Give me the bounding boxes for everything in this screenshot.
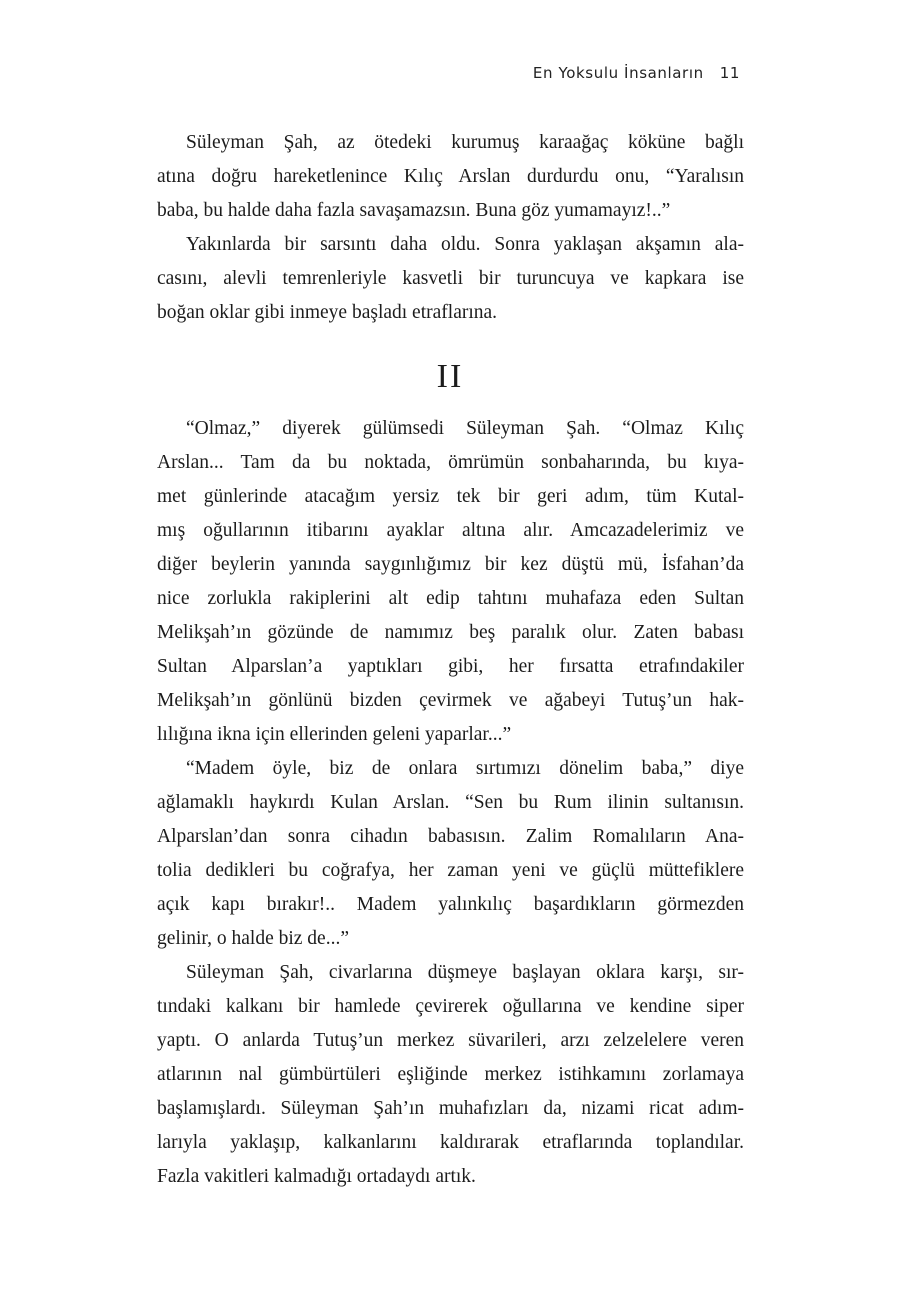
page-number: 11 <box>719 64 740 82</box>
text-line: Arslan... Tam da bu noktada, ömrümün sonbaharında, bu kıya- <box>157 452 744 473</box>
text-line: mış oğullarının itibarını ayaklar altına alır. Amcazadelerimiz ve <box>157 520 744 541</box>
text-line: Yakınlarda bir sarsıntı daha oldu. Sonra yaklaşan akşamın ala- <box>186 234 744 255</box>
text-line: Süleyman Şah, civarlarına düşmeye başlayan oklara karşı, sır- <box>186 962 744 983</box>
text-line: boğan oklar gibi inmeye başladı etraflarına. <box>157 302 498 323</box>
text-line: nice zorlukla rakiplerini alt edip tahtını muhafaza eden Sultan <box>157 588 744 609</box>
text-line: tolia dedikleri bu coğrafya, her zaman yeni ve güçlü müttefiklere <box>157 860 744 881</box>
section-heading: II <box>436 358 464 395</box>
text-line: açık kapı bırakır!.. Madem yalınkılıç başardıkların görmezden <box>157 894 744 915</box>
text-line: Melikşah’ın gözünde de namımız beş paralık olur. Zaten babası <box>157 622 744 643</box>
text-line: yaptı. O anlarda Tutuş’un merkez süvarileri, arzı zelzelelere veren <box>157 1030 744 1051</box>
text-line: met günlerinde atacağım yersiz tek bir geri adım, tüm Kutal- <box>157 486 744 507</box>
text-line: Melikşah’ın gönlünü bizden çevirmek ve ağabeyi Tutuş’un hak- <box>157 690 744 711</box>
text-line: larıyla yaklaşıp, kalkanlarını kaldırarak etraflarında toplandılar. <box>157 1132 744 1153</box>
text-line: tındaki kalkanı bir hamlede çevirerek oğullarına ve kendine siper <box>157 996 744 1017</box>
text-line: casını, alevli temrenleriyle kasvetli bir turuncuya ve kapkara ise <box>157 268 744 289</box>
text-line: atlarının nal gümbürtüleri eşliğinde merkez istihkamını zorlamaya <box>157 1064 744 1085</box>
text-block-1 <box>157 126 744 330</box>
text-block-2 <box>157 412 744 1194</box>
text-line: Sultan Alparslan’a yaptıkları gibi, her fırsatta etrafındakiler <box>157 656 744 677</box>
running-title: En Yoksulu İnsanların <box>532 64 704 82</box>
text-line: atına doğru hareketlenince Kılıç Arslan durdurdu onu, “Yaralısın <box>157 166 744 187</box>
text-line: “Olmaz,” diyerek gülümsedi Süleyman Şah. “Olmaz Kılıç <box>186 418 744 439</box>
text-line: diğer beylerin yanında saygınlığımız bir kez düştü mü, İsfahan’da <box>157 554 744 575</box>
running-header <box>533 64 740 82</box>
text-line: başlamışlardı. Süleyman Şah’ın muhafızları da, nizami ricat adım- <box>157 1098 744 1119</box>
text-line: gelinir, o halde biz de...” <box>157 928 349 949</box>
text-line: Fazla vakitleri kalmadığı ortadaydı artık. <box>157 1166 476 1187</box>
text-line: Süleyman Şah, az ötedeki kurumuş karaağaç köküne bağlı <box>186 132 744 153</box>
text-line: “Madem öyle, biz de onlara sırtımızı dönelim baba,” diye <box>186 758 744 779</box>
text-line: ağlamaklı haykırdı Kulan Arslan. “Sen bu Rum ilinin sultanısın. <box>157 792 744 813</box>
text-line: baba, bu halde daha fazla savaşamazsın. Buna göz yumamayız!..” <box>157 200 671 221</box>
text-line: lılığına ikna için ellerinden geleni yaparlar...” <box>157 724 512 745</box>
text-line: Alparslan’dan sonra cihadın babasısın. Zalim Romalıların Ana- <box>157 826 744 847</box>
